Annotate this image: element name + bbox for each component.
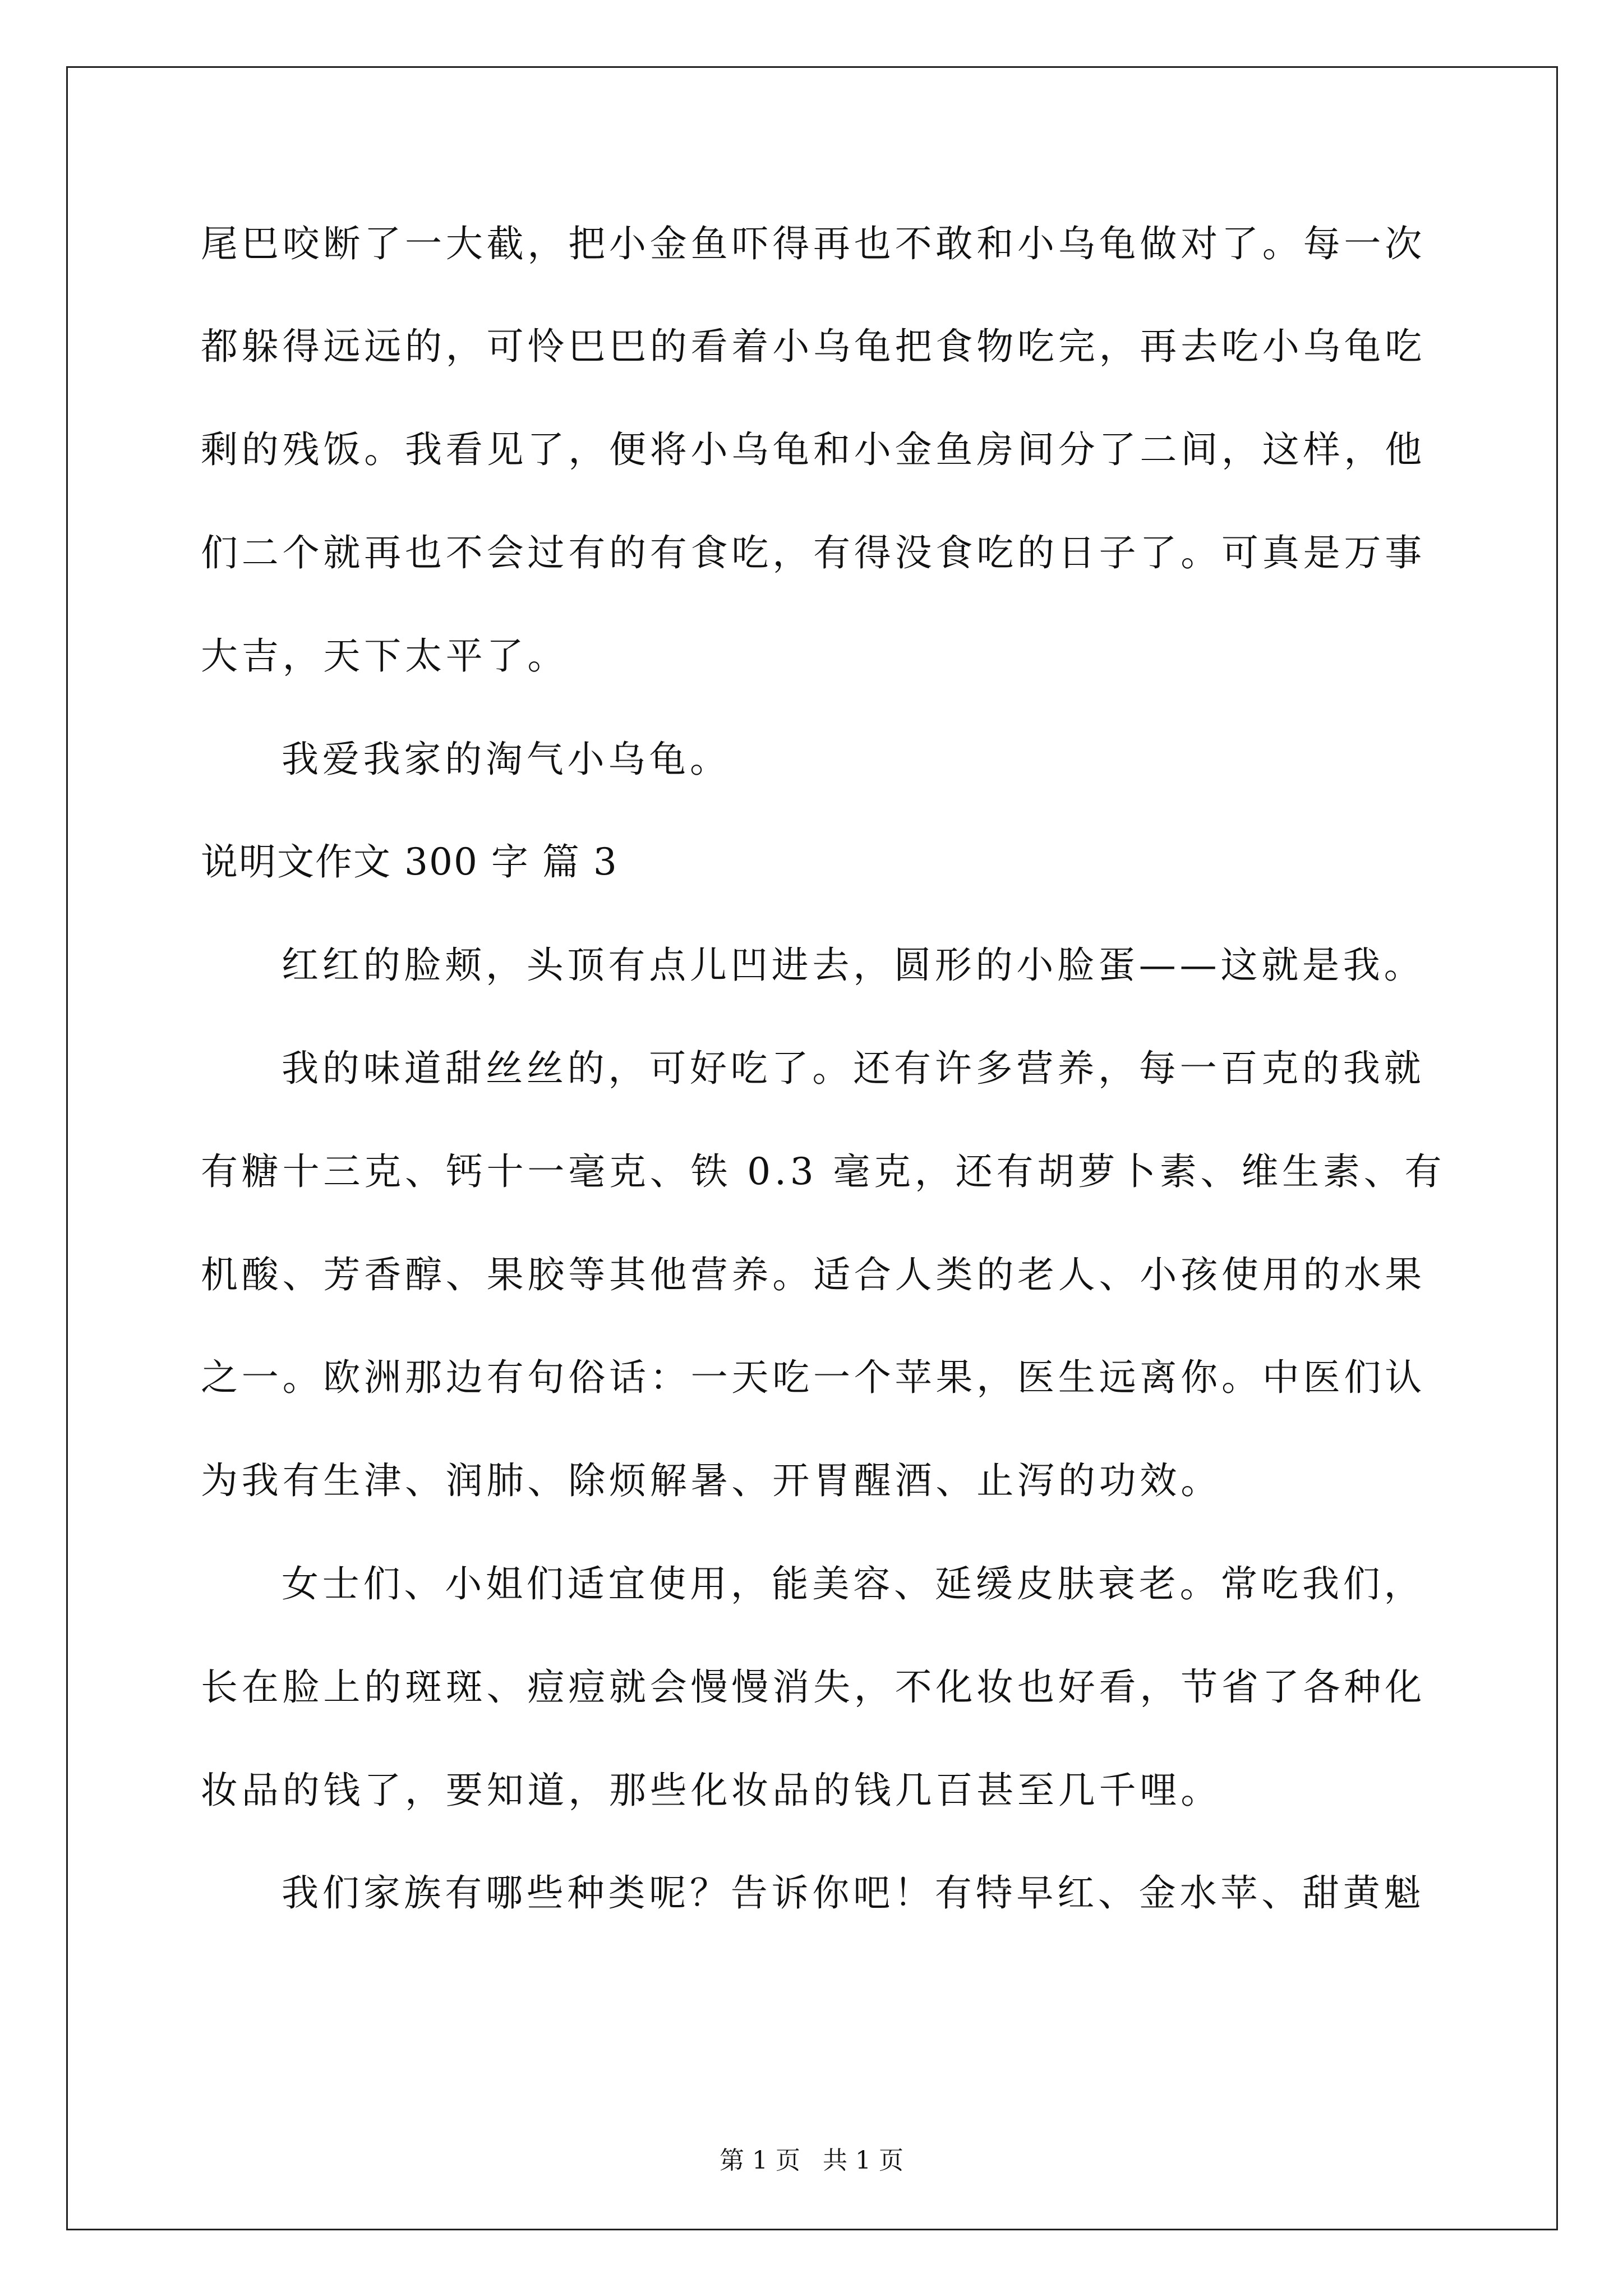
paragraph-line: 都躲得远远的，可怜巴巴的看着小乌龟把食物吃完，再去吃小乌龟吃 <box>201 325 1426 368</box>
section-heading: 说明文作文 300 字 篇 3 <box>201 840 618 884</box>
paragraph-line: 我的味道甜丝丝的，可好吃了。还有许多营养，每一百克的我就 <box>282 1047 1425 1090</box>
paragraph-line: 们二个就再也不会过有的有食吃，有得没食吃的日子了。可真是万事 <box>201 531 1426 574</box>
paragraph-line: 尾巴咬断了一大截，把小金鱼吓得再也不敢和小乌龟做对了。每一次 <box>201 222 1426 265</box>
page-number: 第 1 页 <box>720 2146 800 2175</box>
paragraph-line: 我们家族有哪些种类呢？告诉你吧！有特早红、金水苹、甜黄魁 <box>282 1871 1425 1915</box>
page-footer <box>0 2144 1623 2178</box>
paragraph-line: 有糖十三克、钙十一毫克、铁 0.3 毫克，还有胡萝卜素、维生素、有 <box>201 1150 1446 1193</box>
paragraph-line: 长在脸上的斑斑、痘痘就会慢慢消失，不化妆也好看，节省了各种化 <box>201 1665 1426 1709</box>
paragraph-line: 红红的脸颊，头顶有点儿凹进去，圆形的小脸蛋——这就是我。 <box>282 944 1425 987</box>
paragraph-line: 之一。欧洲那边有句俗话：一天吃一个苹果，医生远离你。中医们认 <box>201 1356 1426 1399</box>
paragraph-line: 为我有生津、润肺、除烦解暑、开胃醒酒、止泻的功效。 <box>201 1459 1221 1502</box>
paragraph-line: 女士们、小姐们适宜使用，能美容、延缓皮肤衰老。常吃我们， <box>282 1562 1425 1605</box>
paragraph-line: 大吉，天下太平了。 <box>201 634 569 678</box>
paragraph-line: 我爱我家的淘气小乌龟。 <box>282 738 731 781</box>
paragraph-line: 机酸、芳香醇、果胶等其他营养。适合人类的老人、小孩使用的水果 <box>201 1253 1426 1296</box>
paragraph-line: 剩的残饭。我看见了，便将小乌龟和小金鱼房间分了二间，这样，他 <box>201 428 1426 471</box>
paragraph-line: 妆品的钱了，要知道，那些化妆品的钱几百甚至几千哩。 <box>201 1769 1221 1812</box>
page-total: 共 1 页 <box>823 2146 903 2175</box>
